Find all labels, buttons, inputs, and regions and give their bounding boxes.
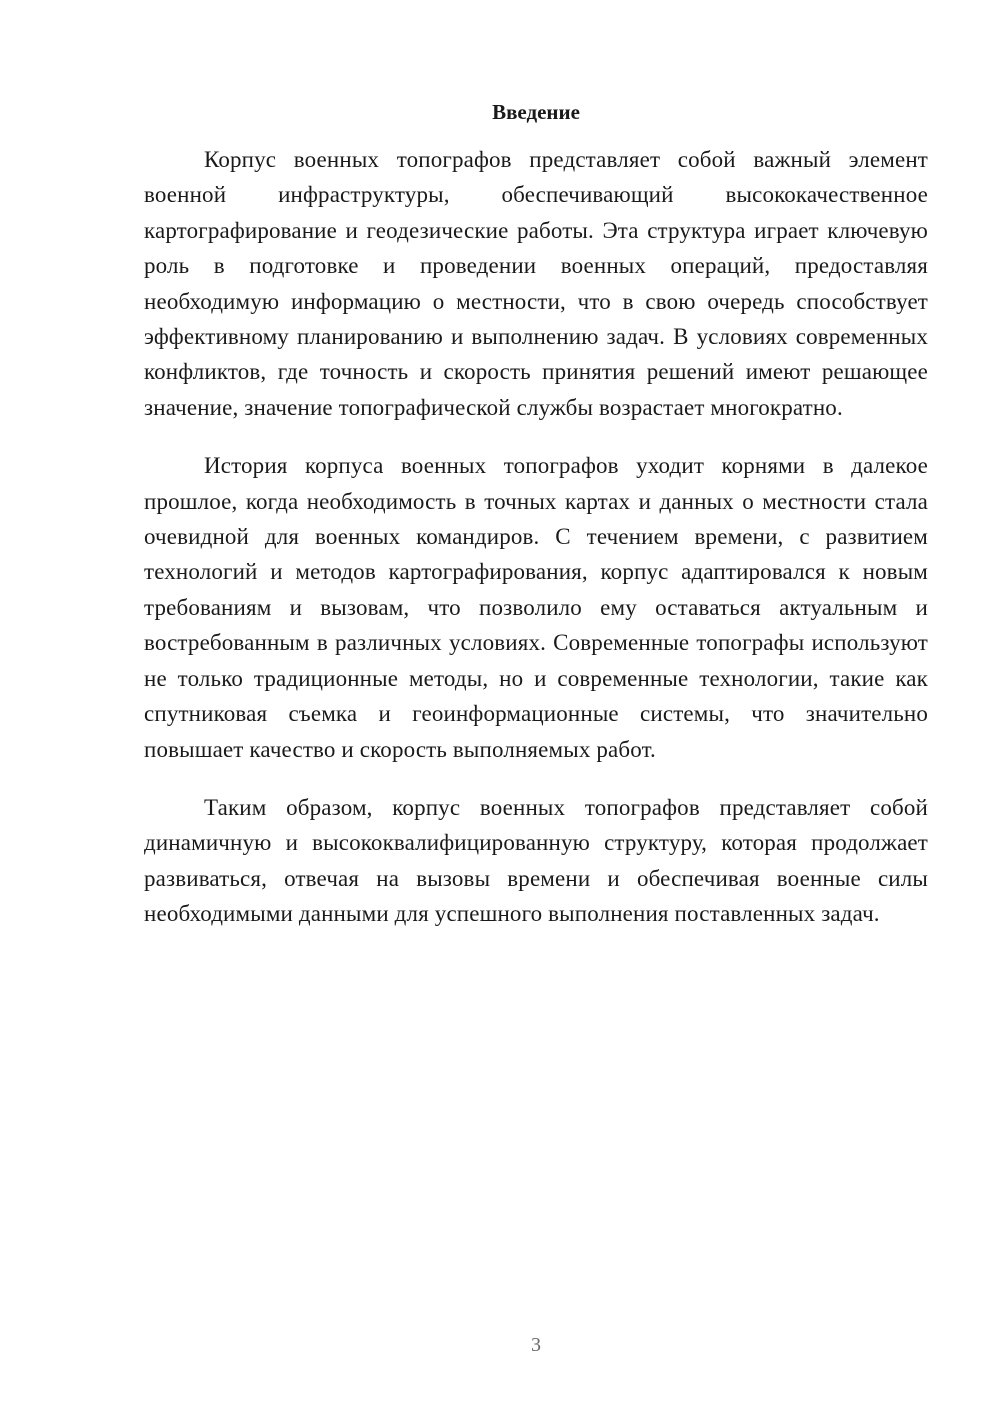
paragraph-1: Корпус военных топографов представляет собой важный элемент военной инфраструктуры, обеспечивающий высококачественное картографирование и геодезические работы. Эта структура играет ключевую роль в подготовке и проведении военных операций, предоставляя необходимую информацию о местности, что в свою очередь способствует эффективному планированию и выполнению задач. В условиях современных конфликтов, где точность и скорость принятия решений имеют решающее значение, значение топографической службы возрастает многократно.: [144, 147, 928, 420]
paragraph-3: Таким образом, корпус военных топографов представляет собой динамичную и высококвалифицированную структуру, которая продолжает развиваться, отвечая на вызовы времени и обеспечивая военные силы необходимыми данными для успешного выполнения поставленных задач.: [144, 794, 928, 927]
page-number: 3: [531, 1334, 541, 1356]
section-title: Введение: [492, 100, 580, 124]
paragraph-2: История корпуса военных топографов уходит корнями в далекое прошлое, когда необходимость в точных картах и данных о местности стала очевидной для военных командиров. С течением времени, с развитием технологий и методов картографирования, корпус адаптировался к новым требованиям и вызовам, что позволило ему оставаться актуальным и востребованным в различных условиях. Современные топографы используют не только традиционные методы, но и современные технологии, такие как спутниковая съемка и геоинформационные системы, что значительно повышает качество и скорость выполняемых работ.: [144, 453, 928, 762]
body-text: [144, 142, 928, 955]
